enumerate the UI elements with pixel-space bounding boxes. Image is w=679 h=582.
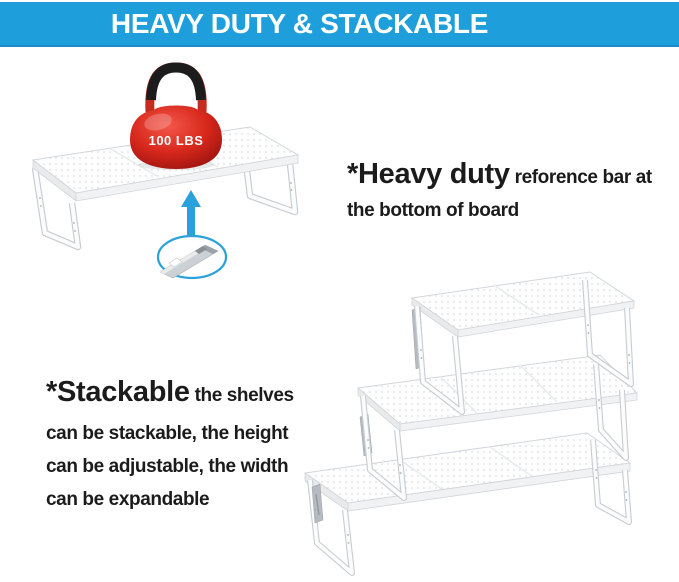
heavy-duty-line2: the bottom of board [347, 200, 519, 221]
kettlebell [130, 67, 222, 170]
stackable-line1 [46, 372, 294, 417]
heavy-duty-note [347, 158, 652, 222]
stackable-highlight: *Stackable [46, 376, 190, 408]
stackable-line2: can be stackable, the height [46, 423, 289, 444]
top-shelf-board [412, 272, 634, 369]
stackable-line4: can be expandable [46, 489, 210, 510]
single-shelf-illustration [0, 48, 340, 308]
stackable-note [46, 372, 294, 516]
stacked-shelves-illustration [290, 270, 679, 582]
heavy-duty-line1-rest: reforence bar at [509, 167, 652, 188]
heavy-duty-line1 [347, 158, 652, 191]
stackable-line1-rest: the shelves [189, 385, 294, 406]
kettlebell-weight-label: 100 LBS [148, 133, 204, 148]
kettlebell-handle [151, 68, 201, 101]
up-arrow-icon [181, 190, 201, 239]
bottom-shelf-board [305, 414, 630, 511]
heavy-duty-highlight: *Heavy duty [347, 158, 510, 190]
stackable-line3: can be adjustable, the width [46, 456, 289, 477]
banner-title: HEAVY DUTY & STACKABLE [110, 7, 489, 39]
header-banner [0, 2, 679, 47]
reinforcement-callout [158, 190, 226, 278]
